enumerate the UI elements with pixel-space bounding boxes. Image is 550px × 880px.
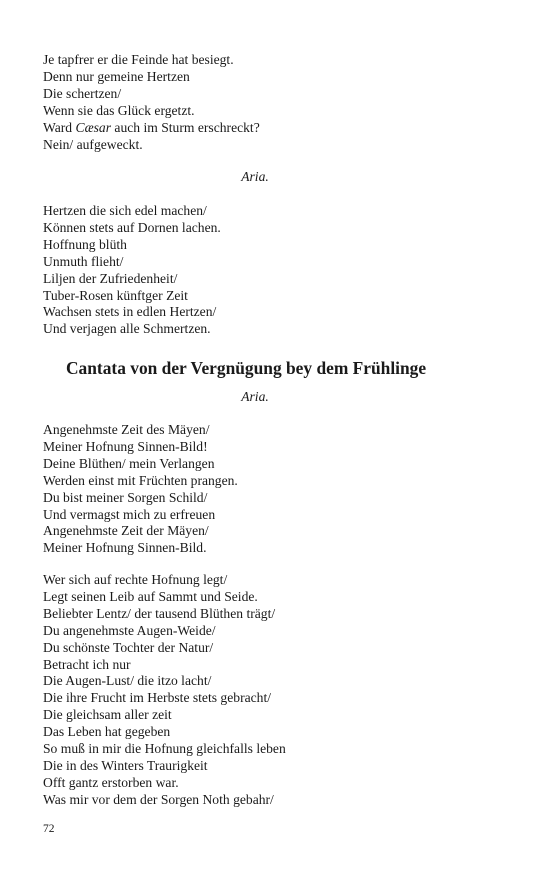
- verse-line: Die Augen-Lust/ die itzo lacht/: [43, 673, 212, 689]
- verse-line: Je tapfrer er die Feinde hat besiegt.: [43, 52, 234, 67]
- verse-line: Offt gantz erstorben war.: [43, 774, 179, 790]
- verse-line: Hertzen die sich edel machen/: [43, 203, 207, 218]
- verse-line: Die gleichsam aller zeit: [43, 707, 172, 723]
- verse-text: Ward: [43, 119, 76, 135]
- verse-line: So muß in mir die Hofnung gleichfalls leben: [43, 741, 286, 757]
- verse-line: [43, 120, 260, 137]
- verse-line: Unmuth flieht/: [43, 253, 124, 269]
- cantata-title: Cantata von der Vergnügung bey dem Frühlinge: [66, 358, 427, 378]
- verse-line: Du schönste Tochter der Natur/: [43, 639, 214, 655]
- verse-text: auch im Sturm erschreckt?: [111, 119, 260, 135]
- verse-line: Die in des Winters Traurigkeit: [43, 757, 208, 773]
- verse-line: Können stets auf Dornen lachen.: [43, 219, 221, 235]
- verse-line: Das Leben hat gegeben: [43, 724, 171, 740]
- stanza-2: [43, 203, 221, 338]
- verse-line: Die schertzen/: [43, 85, 122, 101]
- verse-line: Liljen der Zufriedenheit/: [43, 270, 178, 286]
- verse-line: Denn nur gemeine Hertzen: [43, 68, 190, 84]
- verse-line: Tuber-Rosen künftger Zeit: [43, 287, 188, 303]
- verse-line: Werden einst mit Früchten prangen.: [43, 472, 238, 488]
- verse-line: Was mir vor dem der Sorgen Noth gebahr/: [43, 791, 274, 807]
- verse-line: Du angenehmste Augen-Weide/: [43, 622, 216, 638]
- aria-heading: Aria.: [241, 389, 269, 404]
- verse-line: Legt seinen Leib auf Sammt und Seide.: [43, 588, 258, 604]
- stanza-1: [43, 52, 260, 153]
- verse-line: Wachsen stets in edlen Hertzen/: [43, 304, 217, 320]
- verse-line: Meiner Hofnung Sinnen-Bild!: [43, 438, 208, 454]
- verse-line: Hoffnung blüth: [43, 236, 127, 252]
- verse-line: Und verjagen alle Schmertzen.: [43, 321, 211, 337]
- verse-line: Angenehmste Zeit des Mäyen/: [43, 422, 210, 437]
- verse-line: Betracht ich nur: [43, 656, 131, 672]
- verse-line: Und vermagst mich zu erfreuen: [43, 506, 216, 522]
- aria-heading: Aria.: [241, 169, 269, 184]
- verse-line: Meiner Hofnung Sinnen-Bild.: [43, 540, 207, 556]
- verse-line: Beliebter Lentz/ der tausend Blüthen trägt/: [43, 605, 276, 621]
- verse-line: Die ihre Frucht im Herbste stets gebracht/: [43, 690, 272, 706]
- verse-line: Du bist meiner Sorgen Schild/: [43, 489, 208, 505]
- stanza-4: [43, 572, 286, 809]
- stanza-3: [43, 422, 238, 557]
- verse-line: Deine Blüthen/ mein Verlangen: [43, 455, 215, 471]
- italic-name: Cæsar: [75, 119, 112, 135]
- verse-line: Wenn sie das Glück ergetzt.: [43, 102, 195, 118]
- verse-line: Wer sich auf rechte Hofnung legt/: [43, 572, 228, 587]
- verse-line: Nein/ aufgeweckt.: [43, 136, 143, 152]
- verse-line: Angenehmste Zeit der Mäyen/: [43, 523, 209, 539]
- page-number: 72: [43, 823, 55, 835]
